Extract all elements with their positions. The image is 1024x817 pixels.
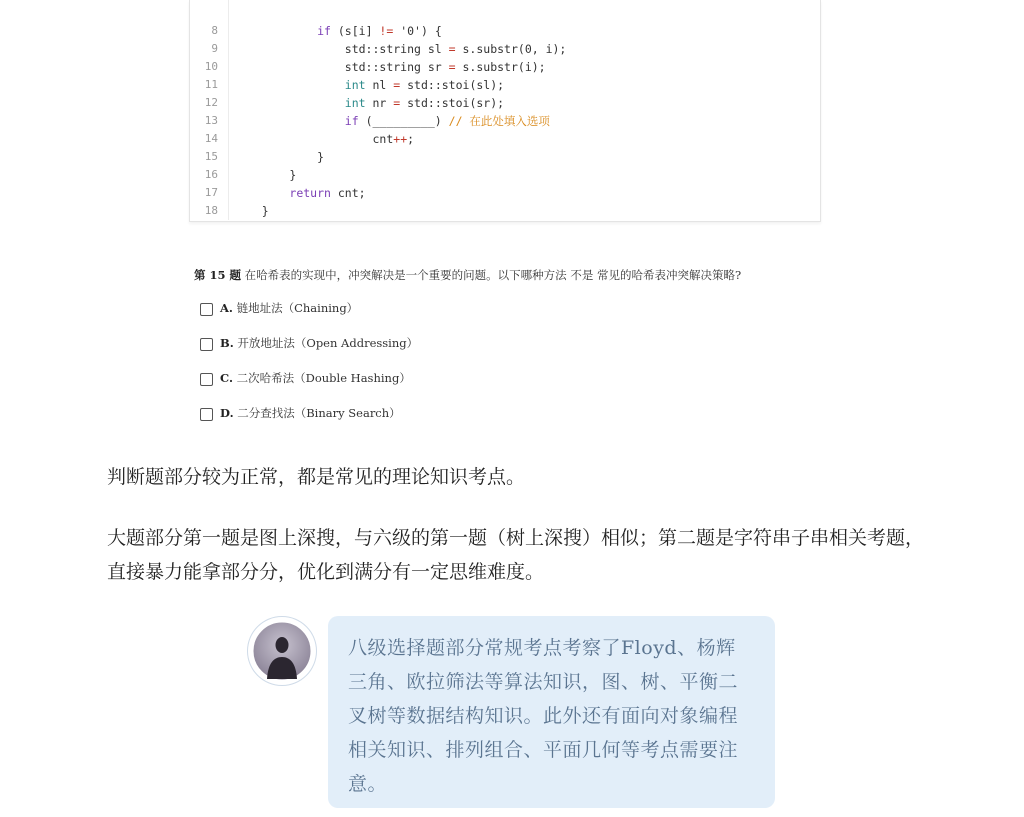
line-number: 8 <box>211 24 218 37</box>
option-label-a: 链地址法（Chaining） <box>236 301 359 315</box>
code-line <box>190 76 820 94</box>
checkbox-a[interactable] <box>200 303 213 316</box>
line-number: 10 <box>204 60 218 73</box>
code-text: if (s[i] != '0') { <box>317 24 442 38</box>
code-line <box>190 166 820 184</box>
code-line <box>190 184 820 202</box>
code-line <box>190 202 820 220</box>
code-text: } <box>289 168 297 182</box>
line-number: 16 <box>204 168 218 181</box>
line-number: 17 <box>204 186 218 199</box>
code-text: } <box>317 150 325 164</box>
code-text: if (_________) // 在此处填入选项 <box>344 114 550 128</box>
code-lines <box>190 22 820 220</box>
option-letter-b: B. <box>220 336 234 350</box>
article-paragraph-big-questions: 大题部分第一题是图上深搜，与六级的第一题（树上深搜）相似；第二题是字符串子串相关考题，直接暴力能拿部分分，优化到满分有一定思维难度。 <box>107 527 925 583</box>
line-number: 15 <box>204 150 218 163</box>
tip-text: 八级选择题部分常规考点考察了Floyd、杨辉三角、欧拉筛法等算法知识，图、树、平衡二叉树等数据结构知识。此外还有面向对象编程相关知识、排列组合、平面几何等考点需要注意。 <box>348 637 739 795</box>
option-letter-c: C. <box>220 371 233 385</box>
line-number: 9 <box>211 42 218 55</box>
question-15 <box>194 267 741 283</box>
code-text: std::string sr = s.substr(i); <box>344 60 546 74</box>
code-line <box>190 130 820 148</box>
option-label-c: 二次哈希法（Double Hashing） <box>236 371 411 385</box>
code-line <box>190 112 820 130</box>
person-silhouette-icon <box>248 617 316 685</box>
line-number: 13 <box>204 114 218 127</box>
line-number: 14 <box>204 132 218 145</box>
option-letter-d: D. <box>220 406 234 420</box>
code-text: int nl = std::stoi(sl); <box>344 78 505 92</box>
code-line <box>190 94 820 112</box>
line-number: 11 <box>204 78 218 91</box>
option-label-b: 开放地址法（Open Addressing） <box>237 336 419 350</box>
code-text: int nr = std::stoi(sr); <box>344 96 505 110</box>
code-text: } <box>261 204 269 218</box>
avatar <box>248 617 316 685</box>
code-line <box>190 148 820 166</box>
code-text: return cnt; <box>289 186 366 200</box>
checkbox-c[interactable] <box>200 373 213 386</box>
line-number: 12 <box>204 96 218 109</box>
article-paragraph-judgement: 判断题部分较为正常，都是常见的理论知识考点。 <box>107 466 526 488</box>
checkbox-b[interactable] <box>200 338 213 351</box>
code-text: cnt++; <box>372 132 415 146</box>
checkbox-d[interactable] <box>200 408 213 421</box>
tip-card <box>328 616 775 808</box>
option-letter-a: A. <box>220 301 233 315</box>
question-text: 在哈希表的实现中，冲突解决是一个重要的问题。以下哪种方法 不是 常见的哈希表冲突解决策略? <box>244 268 742 282</box>
question-number: 第 15 题 <box>194 268 242 282</box>
line-number: 18 <box>204 204 218 217</box>
code-line <box>190 40 820 58</box>
option-label-d: 二分查找法（Binary Search） <box>237 406 401 420</box>
code-text: std::string sl = s.substr(0, i); <box>344 42 567 56</box>
code-line <box>190 22 820 40</box>
code-line <box>190 58 820 76</box>
code-block <box>189 0 821 222</box>
